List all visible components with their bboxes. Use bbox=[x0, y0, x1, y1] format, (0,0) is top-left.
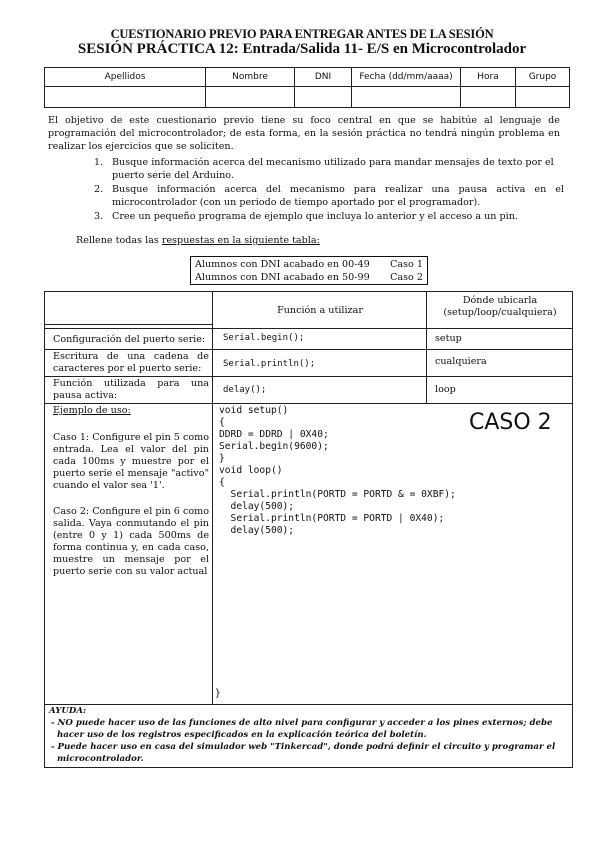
caso-value: Caso 2 bbox=[390, 272, 423, 283]
answer-funcion-pausa[interactable]: delay(); bbox=[223, 385, 267, 395]
caso-legend bbox=[190, 256, 428, 285]
ayuda-item: - Puede hacer uso en casa del simulador web "Tinkercad", donde podrá definir el circuito y programar el microcontrolador. bbox=[51, 742, 556, 764]
code-line: Serial.println(PORTD = PORTD & = 0XBF); bbox=[219, 489, 456, 500]
code-line: { bbox=[219, 477, 225, 488]
question-number: 3. bbox=[94, 211, 104, 222]
code-line: void loop() bbox=[219, 465, 283, 476]
row-label-escritura: Escritura de una cadena de caracteres por el puerto serie: bbox=[53, 351, 209, 374]
fecha-field[interactable] bbox=[352, 87, 461, 108]
col-apellidos: Apellidos bbox=[45, 68, 206, 87]
code-line: delay(500); bbox=[219, 525, 295, 536]
answer-donde-escritura[interactable]: cualquiera bbox=[435, 356, 487, 367]
col-hora: Hora bbox=[461, 68, 516, 87]
caso-row bbox=[195, 271, 423, 284]
session-title: SESIÓN PRÁCTICA 12: Entrada/Salida 11- E/S en Microcontrolador bbox=[77, 41, 527, 57]
question-text: Busque información acerca del mecanismo para realizar una pausa activa en el microcontrolador (con un periodo de tiempo aportado por el programador). bbox=[112, 184, 564, 208]
questions-list bbox=[94, 156, 564, 224]
intro-paragraph: El objetivo de este cuestionario previo tiene su foco central en que se habitúe al lenguaje de programación del microcontrolador; de esta forma, en la sesión práctica no tendrá ningún problema en realizar los ejercicios que se soliciten. bbox=[48, 115, 560, 152]
nombre-field[interactable] bbox=[206, 87, 295, 108]
col-donde-header: Dónde ubicarla (setup/loop/cualquiera) bbox=[443, 295, 557, 318]
document-title: CUESTIONARIO PREVIO PARA ENTREGAR ANTES DE LA SESIÓN bbox=[110, 27, 494, 41]
code-line: delay(500); bbox=[219, 501, 295, 512]
caso-row bbox=[195, 258, 423, 271]
fill-instruction-text: Rellene todas las bbox=[76, 235, 162, 246]
dni-field[interactable] bbox=[295, 87, 352, 108]
question-item bbox=[94, 156, 564, 182]
caso-label-handwritten: CASO 2 bbox=[469, 410, 552, 435]
question-text: Cree un pequeño programa de ejemplo que incluya lo anterior y el acceso a un pin. bbox=[112, 211, 518, 222]
fill-instruction-underlined: respuestas en la siguiente tabla: bbox=[161, 235, 320, 246]
question-number: 2. bbox=[94, 184, 104, 195]
col-funcion-header: Función a utilizar bbox=[277, 305, 363, 316]
caso1-description: Caso 1: Configure el pin 5 como entrada. Lea el valor del pin cada 100ms y muestre por el puerto serie el mensaje "activo" cuando el valor sea '1'. bbox=[53, 432, 209, 491]
col-nombre: Nombre bbox=[206, 68, 295, 87]
apellidos-field[interactable] bbox=[45, 87, 206, 108]
question-text: Busque información acerca del mecanismo utilizado para mandar mensajes de texto por el puerto serie del Arduino. bbox=[112, 157, 554, 181]
code-line: void setup() bbox=[219, 405, 289, 416]
code-line: } bbox=[219, 453, 225, 464]
answer-donde-config[interactable]: setup bbox=[435, 333, 462, 344]
ejemplo-title: Ejemplo de uso: bbox=[53, 405, 131, 416]
code-line: { bbox=[219, 417, 225, 428]
row-label-config: Configuración del puerto serie: bbox=[53, 334, 206, 345]
col-grupo: Grupo bbox=[516, 68, 570, 87]
ayuda-title: AYUDA: bbox=[49, 706, 87, 716]
ayuda-item: - NO puede hacer uso de las funciones de alto nivel para configurar y acceder a los pines externos; debe hacer uso de los registros especificados en la explicación teórica del boletín. bbox=[51, 718, 553, 740]
caso-value: Caso 1 bbox=[390, 259, 423, 270]
grupo-field[interactable] bbox=[516, 87, 570, 108]
answer-donde-pausa[interactable]: loop bbox=[435, 384, 456, 395]
code-line: Serial.println(PORTD = PORTD | 0X40); bbox=[219, 513, 445, 524]
question-item bbox=[94, 183, 564, 209]
code-line: Serial.begin(9600); bbox=[219, 441, 329, 452]
caso2-description: Caso 2: Configure el pin 6 como salida. Vaya conmutando el pin (entre 0 y 1) cada 500ms de forma continua y, en cada caso, muestre un mensaje por el puerto serie con su valor actual bbox=[53, 506, 209, 577]
answers-table bbox=[44, 291, 573, 705]
col-dni: DNI bbox=[295, 68, 352, 87]
fill-instruction bbox=[76, 235, 320, 246]
row-label-pausa: Función utilizada para una pausa activa: bbox=[53, 378, 209, 401]
question-number: 1. bbox=[94, 157, 104, 168]
code-answer[interactable] bbox=[219, 405, 459, 537]
hora-field[interactable] bbox=[461, 87, 516, 108]
student-info-table bbox=[44, 67, 570, 108]
answer-funcion-config[interactable]: Serial.begin(); bbox=[223, 333, 305, 343]
question-item bbox=[94, 210, 564, 223]
ayuda-box bbox=[44, 704, 573, 768]
code-closing-brace: } bbox=[215, 688, 221, 699]
answer-funcion-escritura[interactable]: Serial.println(); bbox=[223, 359, 316, 369]
col-fecha: Fecha (dd/mm/aaaa) bbox=[352, 68, 461, 87]
caso-label: Alumnos con DNI acabado en 00-49 bbox=[195, 259, 370, 270]
caso-label: Alumnos con DNI acabado en 50-99 bbox=[195, 272, 370, 283]
code-line: DDRD = DDRD | 0X40; bbox=[219, 429, 329, 440]
